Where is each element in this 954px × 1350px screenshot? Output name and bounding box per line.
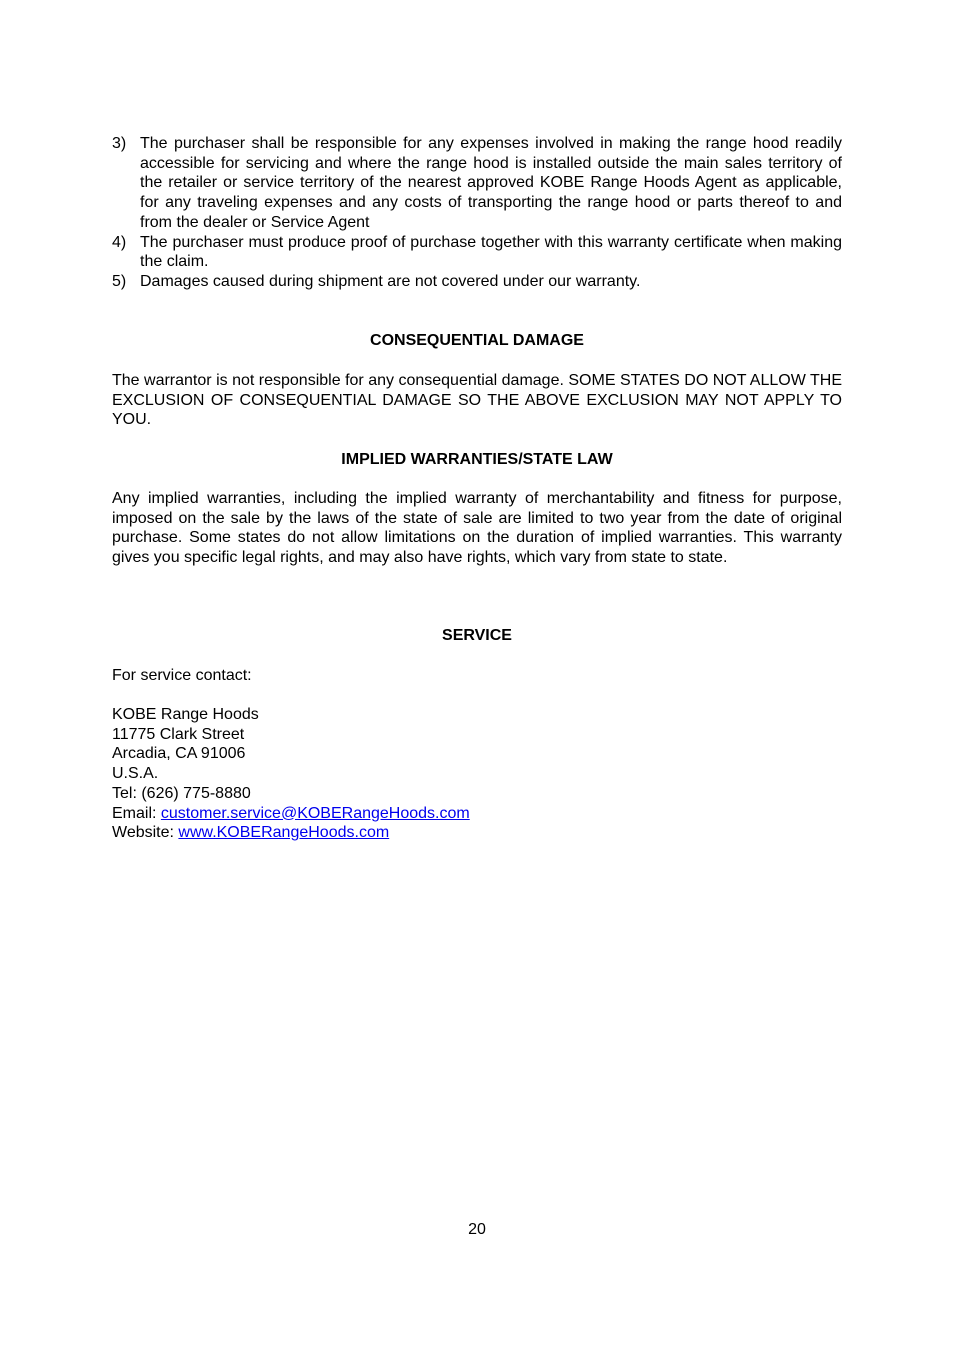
list-item-number: 3) [112, 135, 127, 152]
service-contact-block [112, 705, 842, 843]
list-item [112, 272, 842, 292]
consequential-damage-heading: CONSEQUENTIAL DAMAGE [370, 332, 584, 349]
website-label: Website: [112, 824, 179, 842]
list-item-text: The purchaser shall be responsible for any expenses involved in making the range hood readily accessible for servicing and where the range hood is installed outside the main sales territory of the retailer or service territory of the nearest approved KOBE Range Hoods Agent as applicable, for any traveling expenses and any costs of transporting the range hood or parts thereof to and from the dealer or Service Agent [140, 135, 842, 231]
website-line [112, 823, 842, 843]
city-state-zip: Arcadia, CA 91006 [112, 745, 246, 763]
warranty-conditions-list [112, 134, 842, 292]
implied-warranties-paragraph: Any implied warranties, including the implied warranty of merchantability and fitness for purpose, imposed on the sale by the laws of the state of sale are limited to two year from the date of original purchase. Some states do not allow limitations on the duration of implied warranties. This warranty gives you specific legal rights, and may also have rights, which vary from state to state. [112, 490, 842, 567]
list-item [112, 233, 842, 272]
list-item-number: 5) [112, 272, 127, 290]
country: U.S.A. [112, 765, 159, 783]
street-address: 11775 Clark Street [112, 725, 245, 743]
list-item [112, 134, 842, 233]
implied-warranties-heading: IMPLIED WARRANTIES/STATE LAW [341, 451, 613, 468]
list-item-text: Damages caused during shipment are not covered under our warranty. [140, 272, 641, 290]
telephone: Tel: (626) 775-8880 [112, 784, 251, 802]
website-link[interactable]: www.KOBERangeHoods.com [178, 824, 390, 842]
email-link[interactable]: customer.service@KOBERangeHoods.com [160, 804, 470, 822]
page-number: 20 [468, 1221, 486, 1238]
list-item-text: The purchaser must produce proof of purchase together with this warranty certificate when making the claim. [140, 233, 842, 271]
email-line [112, 804, 842, 824]
service-heading: SERVICE [442, 627, 512, 644]
service-intro: For service contact: [112, 667, 252, 684]
list-item-number: 4) [112, 233, 127, 251]
company-name: KOBE Range Hoods [112, 706, 259, 723]
consequential-damage-paragraph: The warrantor is not responsible for any consequential damage. SOME STATES DO NOT ALLOW THE EXCLUSION OF CONSEQUENTIAL DAMAGE SO THE ABOVE EXCLUSION MAY NOT APPLY TO YOU. [112, 372, 842, 429]
email-label: Email: [112, 804, 161, 822]
